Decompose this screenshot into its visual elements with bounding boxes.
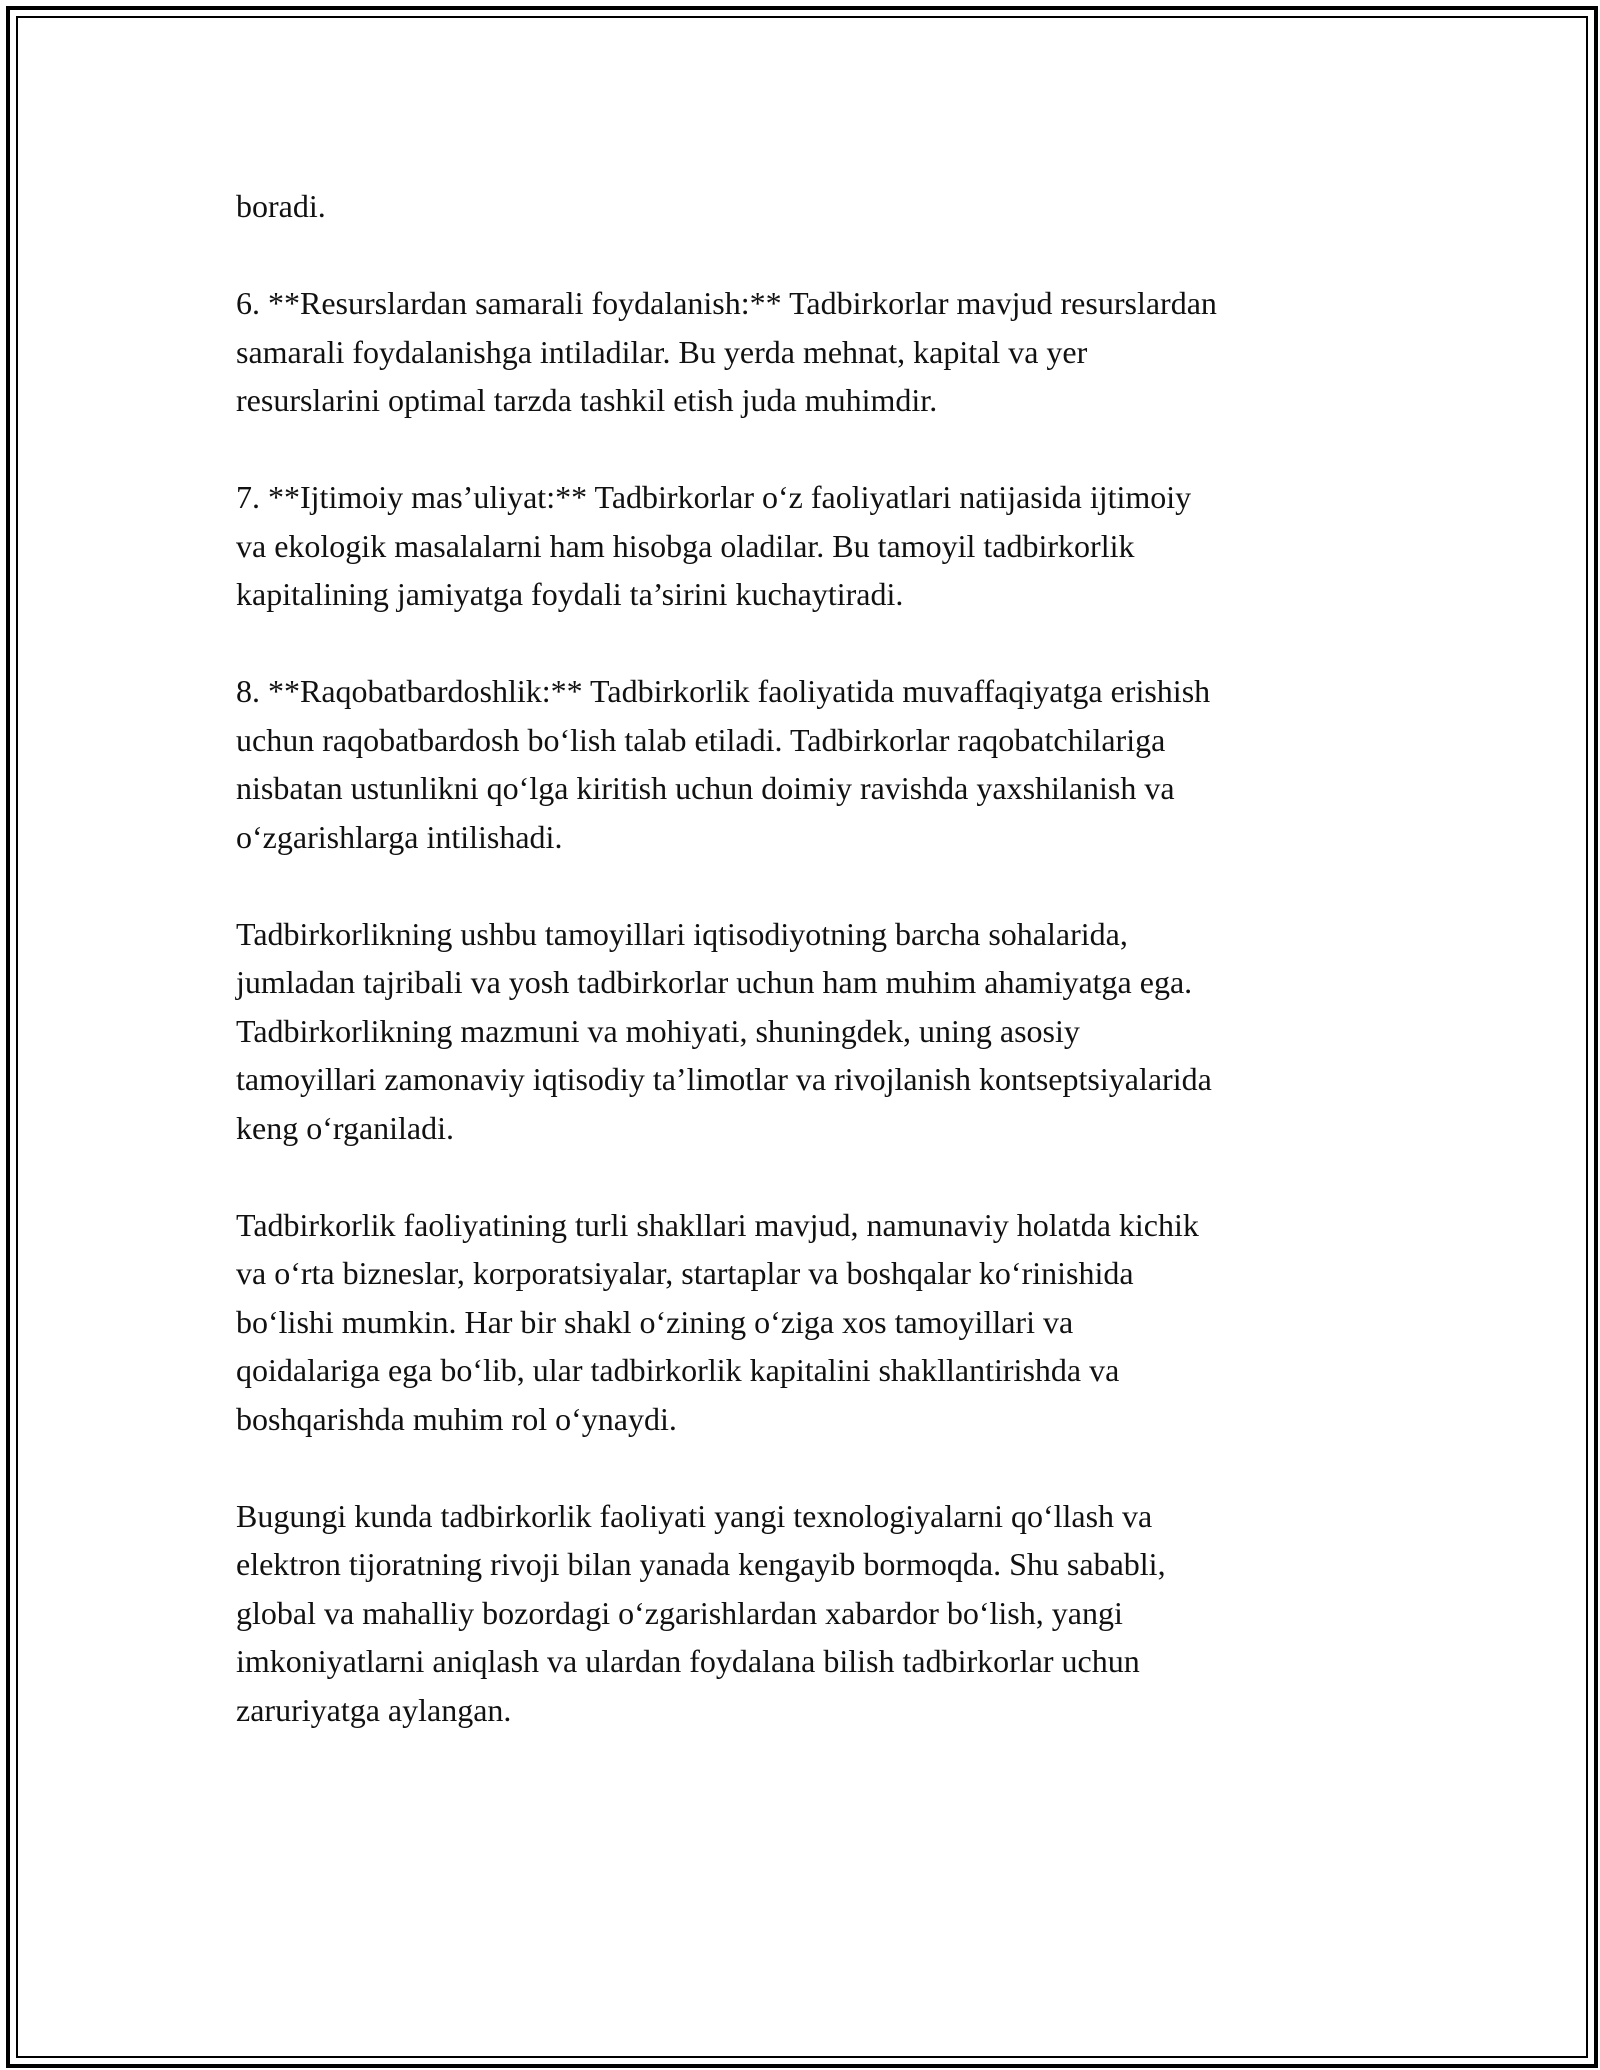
paragraph-item-8-competitiveness: 8. **Raqobatbardoshlik:** Tadbirkorlik faoliyatida muvaffaqiyatga erishish uchun raqobatbardosh bo‘lish talab etiladi. Tadbirkorlar raqobatchilariga nisbatan ustunlikni qo‘lga kiritish uchun doimiy ravishda yaxshilanish va o‘zgarishlarga intilishadi.	[236, 673, 1211, 855]
paragraph-principles-summary: Tadbirkorlikning ushbu tamoyillari iqtisodiyotning barcha sohalarida, jumladan tajribali va yosh tadbirkorlar uchun ham muhim ahamiyatga ega. Tadbirkorlikning mazmuni va mohiyati, shuningdek, uning asosiy tamoyillari zamonaviy iqtisodiy ta’limotlar va rivojlanish kontseptsiyalarida keng o‘rganiladi.	[236, 915, 1212, 1146]
document-body	[236, 182, 1386, 1783]
paragraph-continuation: boradi.	[236, 188, 326, 224]
paragraph-item-7-social-responsibility: 7. **Ijtimoiy mas’uliyat:** Tadbirkorlar o‘z faoliyatlari natijasida ijtimoiy va ekologik masalalarni ham hisobga oladilar. Bu tamoyil tadbirkorlik kapitalining jamiyatga foydali ta’sirini kuchaytiradi.	[236, 479, 1192, 612]
paragraph-item-6-resources: 6. **Resurslardan samarali foydalanish:** Tadbirkorlar mavjud resurslardan samarali foydalanishga intiladilar. Bu yerda mehnat, kapital va yer resurslarini optimal tarzda tashkil etish juda muhimdir.	[236, 285, 1217, 418]
paragraph-modern-trends: Bugungi kunda tadbirkorlik faoliyati yangi texnologiyalarni qo‘llash va elektron tijoratning rivoji bilan yanada kengayib bormoqda. Shu sababli, global va mahalliy bozordagi o‘zgarishlardan xabardor bo‘lish, yangi imkoniyatlarni aniqlash va ulardan foydalana bilish tadbirkorlar uchun zaruriyatga aylangan.	[236, 1497, 1166, 1728]
paragraph-business-forms: Tadbirkorlik faoliyatining turli shakllari mavjud, namunaviy holatda kichik va o‘rta bizneslar, korporatsiyalar, startaplar va boshqalar ko‘rinishida bo‘lishi mumkin. Har bir shakl o‘zining o‘ziga xos tamoyillari va qoidalariga ega bo‘lib, ular tadbirkorlik kapitalini shakllantirishda va boshqarishda muhim rol o‘ynaydi.	[236, 1206, 1199, 1437]
